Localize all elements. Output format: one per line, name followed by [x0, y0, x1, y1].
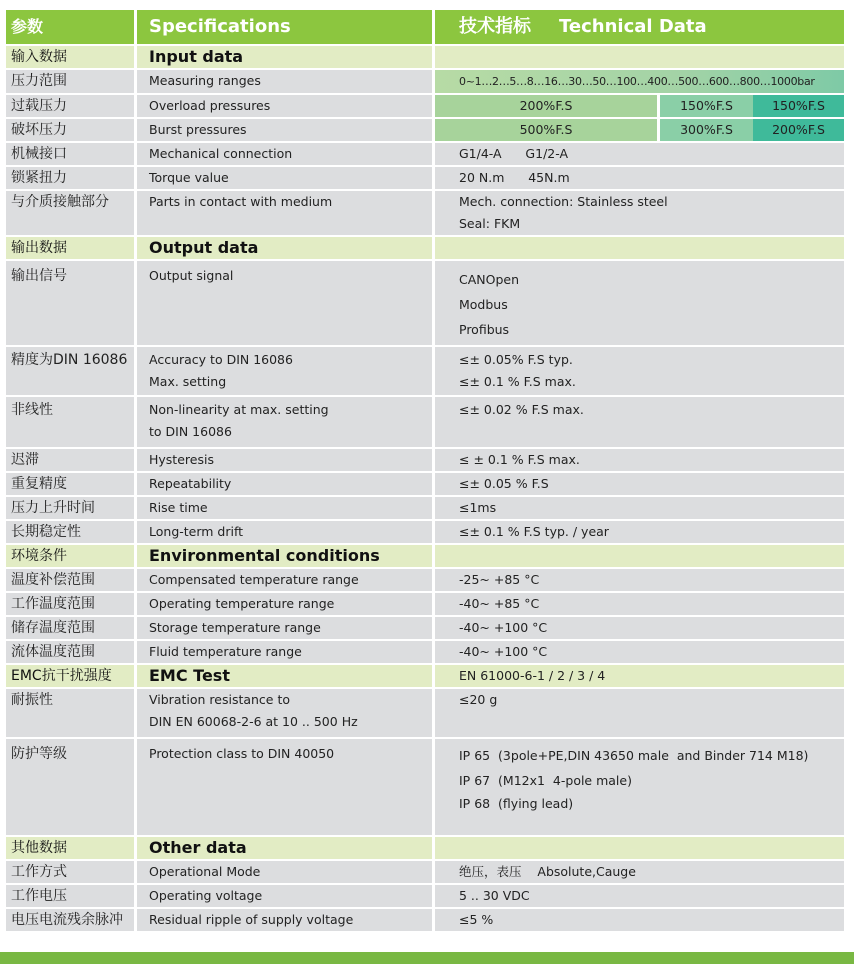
label-en: Hysteresis [137, 449, 432, 471]
section-other-en: Other data [149, 838, 247, 857]
row-overload [6, 95, 844, 117]
row-fluid-temp [6, 641, 844, 663]
value: -25~ +85 °C [435, 569, 844, 591]
label-en: Operating voltage [137, 885, 432, 907]
label-zh: 工作温度范围 [6, 593, 134, 615]
value-2: IP 67 (M12x1 4-pole male) [459, 773, 632, 788]
label-zh: 防护等级 [6, 739, 134, 835]
label-en-2: Max. setting [149, 374, 227, 389]
row-burst [6, 119, 844, 141]
label-zh: 长期稳定性 [6, 521, 134, 543]
label-zh: 电压电流残余脉冲 [6, 909, 134, 931]
section-input-en: Input data [149, 47, 244, 66]
label-en [137, 689, 432, 737]
label-en-1: Vibration resistance to [149, 692, 291, 707]
label-zh: 工作方式 [6, 861, 134, 883]
header-col2 [137, 10, 432, 44]
value: 20 N.m 45N.m [435, 167, 844, 189]
label-en-2: to DIN 16086 [149, 424, 232, 439]
header-col2-text: Specifications [149, 16, 291, 37]
section-input [6, 46, 844, 68]
label-en: Torque value [137, 167, 432, 189]
section-emc-value: EN 61000-6-1 / 2 / 3 / 4 [459, 668, 606, 683]
row-mechanical [6, 143, 844, 165]
row-accuracy [6, 347, 844, 395]
value-2: Seal: FKM [459, 216, 521, 231]
label-en-2: DIN EN 60068-2-6 at 10 .. 500 Hz [149, 714, 358, 729]
label-zh: 非线性 [6, 397, 134, 447]
header-col3-en: Technical Data [559, 16, 707, 37]
row-ripple [6, 909, 844, 931]
row-output-signal [6, 261, 844, 345]
value-cell [435, 347, 844, 395]
value-3: 200%F.S [753, 119, 844, 141]
row-comp-temp [6, 569, 844, 591]
value: G1/4-A G1/2-A [435, 143, 844, 165]
label-en: Repeatability [137, 473, 432, 495]
section-output-en: Output data [149, 238, 259, 257]
header-col1 [6, 10, 134, 44]
value: -40~ +100 °C [435, 641, 844, 663]
header-col1-text: 参数 [11, 17, 44, 36]
label-en [137, 347, 432, 395]
label-en: Overload pressures [137, 95, 432, 117]
value-3: IP 68 (flying lead) [459, 796, 574, 811]
row-torque [6, 167, 844, 189]
label-en: Parts in contact with medium [137, 191, 432, 235]
section-emc [6, 665, 844, 687]
spec-table [6, 10, 844, 933]
label-zh: 锁紧扭力 [6, 167, 134, 189]
label-zh: 压力上升时间 [6, 497, 134, 519]
label-en: Mechanical connection [137, 143, 432, 165]
label-en: Storage temperature range [137, 617, 432, 639]
value-cell [435, 191, 844, 235]
label-zh: 储存温度范围 [6, 617, 134, 639]
value-cell [435, 261, 844, 345]
value-cell [435, 739, 844, 835]
value: ≤1ms [435, 497, 844, 519]
row-oper-temp [6, 593, 844, 615]
row-repeatability [6, 473, 844, 495]
section-output [6, 237, 844, 259]
label-en: Output signal [137, 261, 432, 345]
label-zh: 温度补偿范围 [6, 569, 134, 591]
value-1: ≤± 0.05% F.S typ. [459, 352, 573, 367]
label-en: Rise time [137, 497, 432, 519]
label-en: Operational Mode [137, 861, 432, 883]
label-zh: 精度为DIN 16086 [6, 347, 134, 395]
value: 0~1…2…5…8…16…30…50…100…400…500…600…800…1000bar [459, 75, 815, 88]
label-en-1: Non-linearity at max. setting [149, 402, 329, 417]
value: ≤ ± 0.1 % F.S max. [435, 449, 844, 471]
section-env-en: Environmental conditions [149, 546, 380, 565]
label-zh: 耐振性 [6, 689, 134, 737]
value-1: IP 65 (3pole+PE,DIN 43650 male and Binder 714 M18) [459, 748, 809, 763]
table-header [6, 10, 844, 44]
value-1: Mech. connection: Stainless steel [459, 194, 668, 209]
value-2: 300%F.S [660, 119, 753, 141]
row-contact [6, 191, 844, 235]
label-en: Burst pressures [137, 119, 432, 141]
value-cell [435, 95, 844, 117]
label-zh: 工作电压 [6, 885, 134, 907]
label-zh: 机械接口 [6, 143, 134, 165]
label-en: Compensated temperature range [137, 569, 432, 591]
label-zh: 与介质接触部分 [6, 191, 134, 235]
label-en: Long-term drift [137, 521, 432, 543]
value-3: 150%F.S [753, 95, 844, 117]
label-zh: 重复精度 [6, 473, 134, 495]
header-col3 [435, 10, 844, 44]
section-other-zh: 其他数据 [11, 840, 67, 856]
header-col3-zh: 技术指标 [459, 16, 531, 37]
label-en [137, 397, 432, 447]
row-storage-temp [6, 617, 844, 639]
section-input-zh: 输入数据 [11, 49, 67, 65]
value-2: Modbus [459, 297, 508, 312]
row-voltage [6, 885, 844, 907]
label-en: Operating temperature range [137, 593, 432, 615]
value-3: Profibus [459, 322, 510, 337]
row-hysteresis [6, 449, 844, 471]
label-zh: 压力范围 [6, 70, 134, 93]
label-en: Protection class to DIN 40050 [137, 739, 432, 835]
section-output-zh: 输出数据 [11, 240, 67, 256]
label-en-1: Accuracy to DIN 16086 [149, 352, 293, 367]
label-en: Fluid temperature range [137, 641, 432, 663]
value: ≤± 0.02 % F.S max. [435, 397, 844, 447]
value: 5 .. 30 VDC [435, 885, 844, 907]
section-environment [6, 545, 844, 567]
section-emc-zh: EMC抗干扰强度 [11, 668, 112, 684]
footer-bar [0, 952, 854, 964]
value-1: CANOpen [459, 272, 520, 287]
value: ≤20 g [435, 689, 844, 737]
value: ≤5 % [435, 909, 844, 931]
section-other [6, 837, 844, 859]
row-protection [6, 739, 844, 835]
label-zh: 迟滞 [6, 449, 134, 471]
value-1: 200%F.S [435, 95, 657, 117]
value-cell [435, 119, 844, 141]
row-measuring [6, 70, 844, 93]
label-zh: 输出信号 [6, 261, 134, 345]
row-drift [6, 521, 844, 543]
value-2: 150%F.S [660, 95, 753, 117]
value: -40~ +100 °C [435, 617, 844, 639]
value-cell [435, 70, 844, 93]
value: ≤± 0.05 % F.S [435, 473, 844, 495]
label-en: Measuring ranges [137, 70, 432, 93]
value: -40~ +85 °C [435, 593, 844, 615]
label-zh: 流体温度范围 [6, 641, 134, 663]
label-zh: 过载压力 [6, 95, 134, 117]
label-zh: 破坏压力 [6, 119, 134, 141]
row-vibration [6, 689, 844, 737]
value-1: 500%F.S [435, 119, 657, 141]
label-en: Residual ripple of supply voltage [137, 909, 432, 931]
row-nonlinearity [6, 397, 844, 447]
value: ≤± 0.1 % F.S typ. / year [435, 521, 844, 543]
row-rise-time [6, 497, 844, 519]
section-env-zh: 环境条件 [11, 548, 67, 564]
section-emc-en: EMC Test [149, 666, 230, 685]
row-mode [6, 861, 844, 883]
value-2: ≤± 0.1 % F.S max. [459, 374, 576, 389]
value: 绝压，表压 Absolute,Cauge [435, 861, 844, 883]
